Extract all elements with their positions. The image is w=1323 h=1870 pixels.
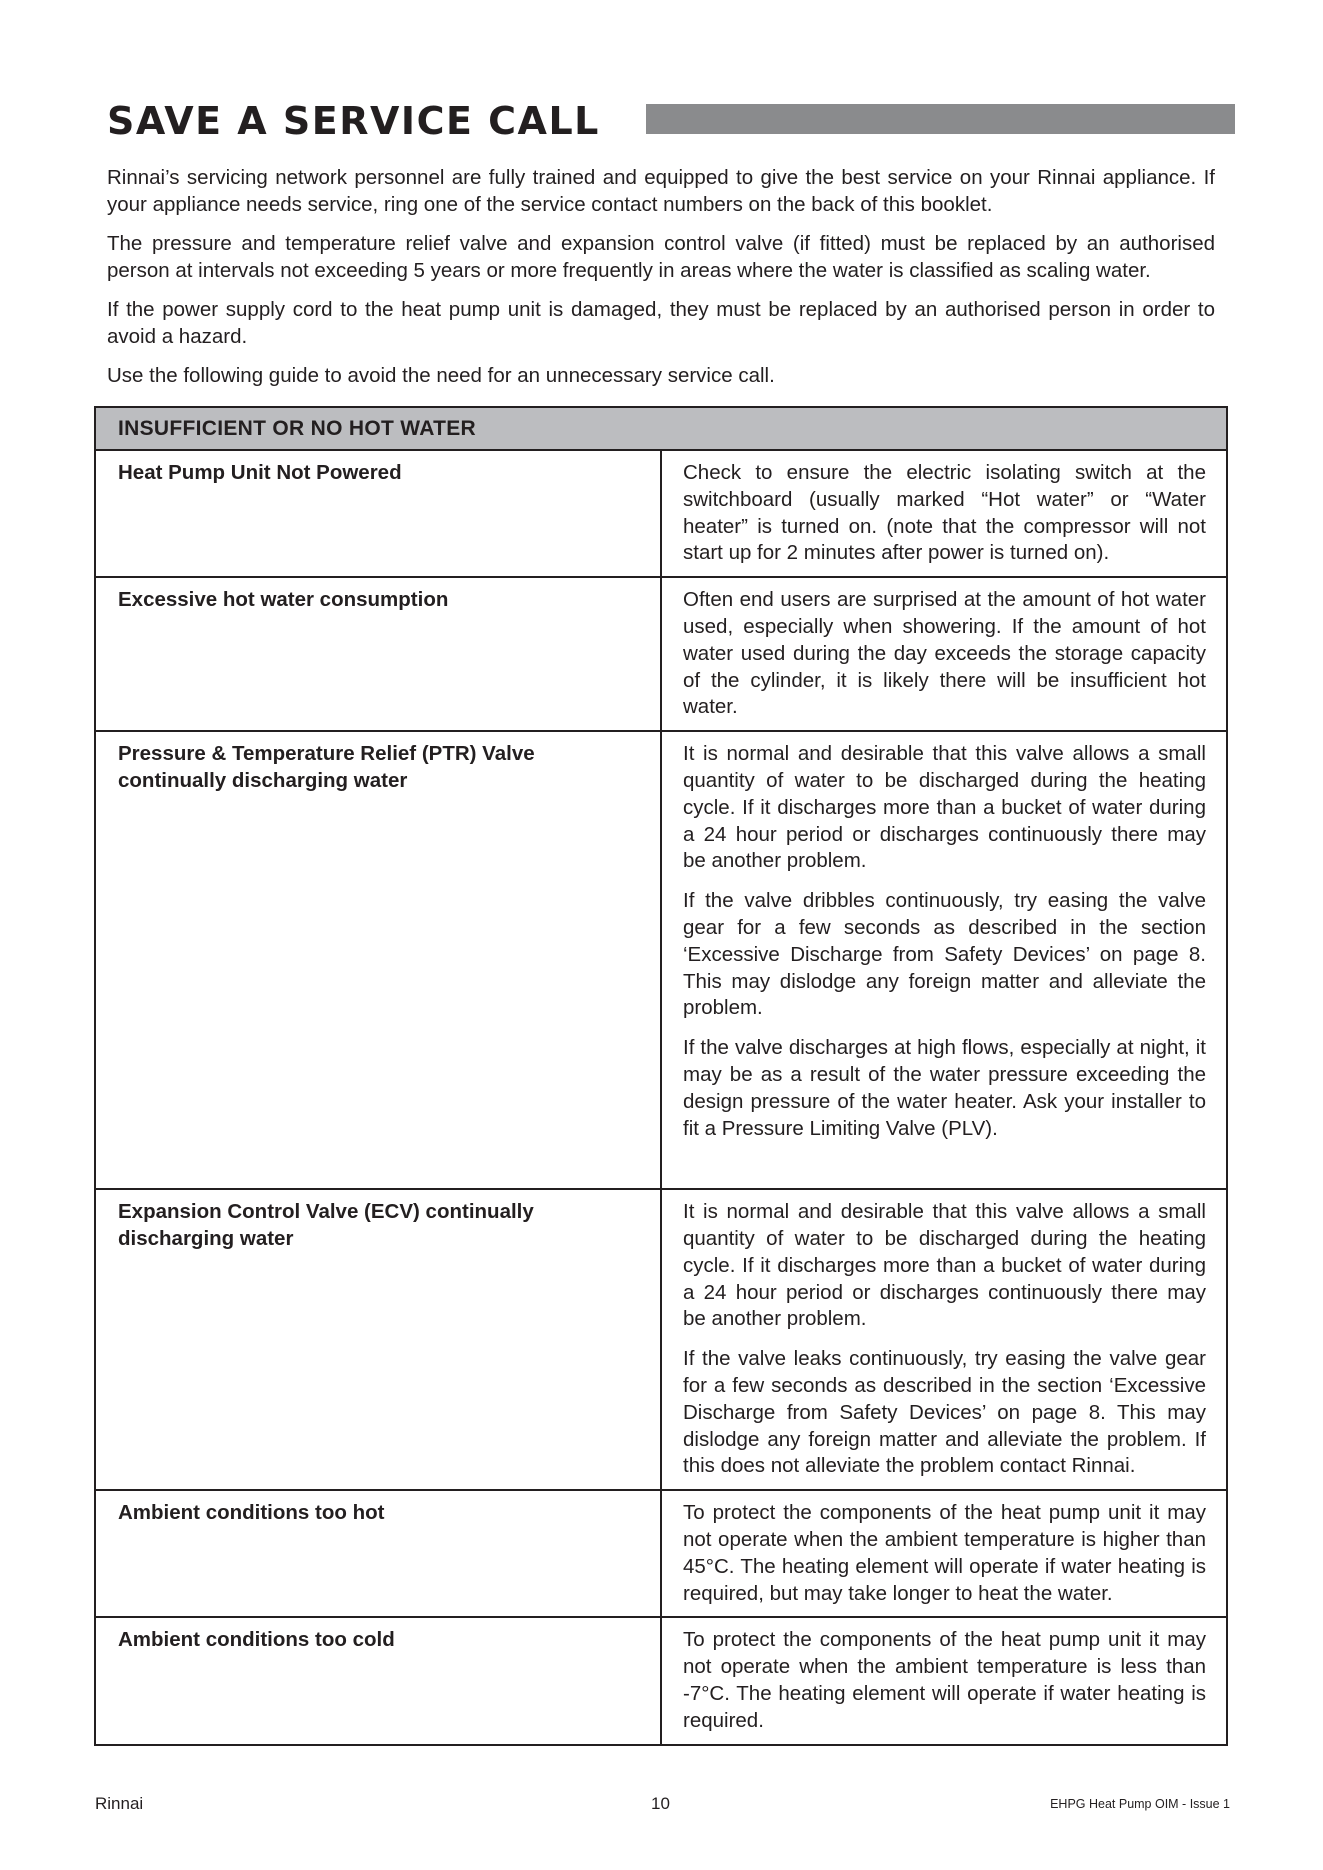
page-number: 10: [651, 1794, 670, 1813]
remedy-paragraph: It is normal and desirable that this valve allows a small quantity of water to be discharged during the heating cycle. If it discharges more than a bucket of water during a 24 hour period or discharges continuously there may be another problem.: [683, 742, 1206, 873]
table-row: [95, 731, 1227, 1189]
table-row: [95, 577, 1227, 731]
intro-paragraph: The pressure and temperature relief valve and expansion control valve (if fitted) must be replaced by an authorised person at intervals not exceeding 5 years or more frequently in areas where the water is classified as scaling water.: [107, 232, 1215, 282]
remedy-cell: [661, 731, 1227, 1189]
table-row: [95, 450, 1227, 577]
table-row: [95, 1189, 1227, 1490]
issue-cell: Ambient conditions too cold: [95, 1617, 661, 1744]
issue-cell: Heat Pump Unit Not Powered: [95, 450, 661, 577]
remedy-paragraph: If the valve discharges at high flows, especially at night, it may be as a result of the water pressure exceeding the design pressure of the water heater. Ask your installer to fit a Pressure Limiting Valve (PLV).: [683, 1036, 1206, 1140]
remedy-paragraph: To protect the components of the heat pump unit it may not operate when the ambient temperature is higher than 45°C. The heating element will operate if water heating is required, but may take longer to heat the water.: [683, 1501, 1206, 1605]
troubleshooting-table: [94, 406, 1228, 1746]
issue-cell: Excessive hot water consumption: [95, 577, 661, 731]
intro-paragraph: If the power supply cord to the heat pump unit is damaged, they must be replaced by an authorised person in order to avoid a hazard.: [107, 298, 1215, 348]
intro-paragraph: Use the following guide to avoid the need for an unnecessary service call.: [107, 364, 775, 387]
remedy-cell: [661, 1189, 1227, 1490]
footer-document-id: EHPG Heat Pump OIM - Issue 1: [1050, 1797, 1230, 1811]
remedy-paragraph: To protect the components of the heat pump unit it may not operate when the ambient temperature is less than -7°C. The heating element will operate if water heating is required.: [683, 1628, 1206, 1732]
table-row: [95, 1617, 1227, 1744]
table-section-header: INSUFFICIENT OR NO HOT WATER: [95, 407, 1227, 450]
intro-text: [107, 164, 1215, 401]
remedy-paragraph: If the valve dribbles continuously, try easing the valve gear for a few seconds as described in the section ‘Excessive Discharge from Safety Devices’ on page 8. This may dislodge any foreign matter and alleviate the problem.: [683, 889, 1206, 1020]
page-title: SAVE A SERVICE CALL: [107, 99, 600, 143]
remedy-paragraph: If the valve leaks continuously, try easing the valve gear for a few seconds as described in the section ‘Excessive Discharge from Safety Devices’ on page 8. This may dislodge any foreign matter and alleviate the problem. If this does not alleviate the problem contact Rinnai.: [683, 1347, 1206, 1478]
remedy-cell: [661, 450, 1227, 577]
footer-brand: Rinnai: [95, 1794, 144, 1813]
remedy-cell: [661, 577, 1227, 731]
remedy-paragraph: Check to ensure the electric isolating switch at the switchboard (usually marked “Hot water” or “Water heater” is turned on. (note that the compressor will not start up for 2 minutes after power is turned on).: [683, 461, 1206, 565]
intro-paragraph: Rinnai’s servicing network personnel are fully trained and equipped to give the best service on your Rinnai appliance. If your appliance needs service, ring one of the service contact numbers on the back of this booklet.: [107, 166, 1215, 216]
page-header: [107, 98, 1229, 144]
issue-cell: Expansion Control Valve (ECV) continually discharging water: [95, 1189, 661, 1490]
remedy-paragraph: It is normal and desirable that this valve allows a small quantity of water to be discharged during the heating cycle. If it discharges more than a bucket of water during a 24 hour period or discharges continuously there may be another problem.: [683, 1200, 1206, 1331]
remedy-paragraph: Often end users are surprised at the amount of hot water used, especially when showering. If the amount of hot water used during the day exceeds the storage capacity of the cylinder, it is likely there will be insufficient hot water.: [683, 588, 1206, 719]
remedy-cell: [661, 1617, 1227, 1744]
remedy-cell: [661, 1490, 1227, 1617]
table-row: [95, 1490, 1227, 1617]
issue-cell: Ambient conditions too hot: [95, 1490, 661, 1617]
issue-cell: Pressure & Temperature Relief (PTR) Valve continually discharging water: [95, 731, 661, 1189]
title-decorative-bar: [646, 104, 1235, 134]
